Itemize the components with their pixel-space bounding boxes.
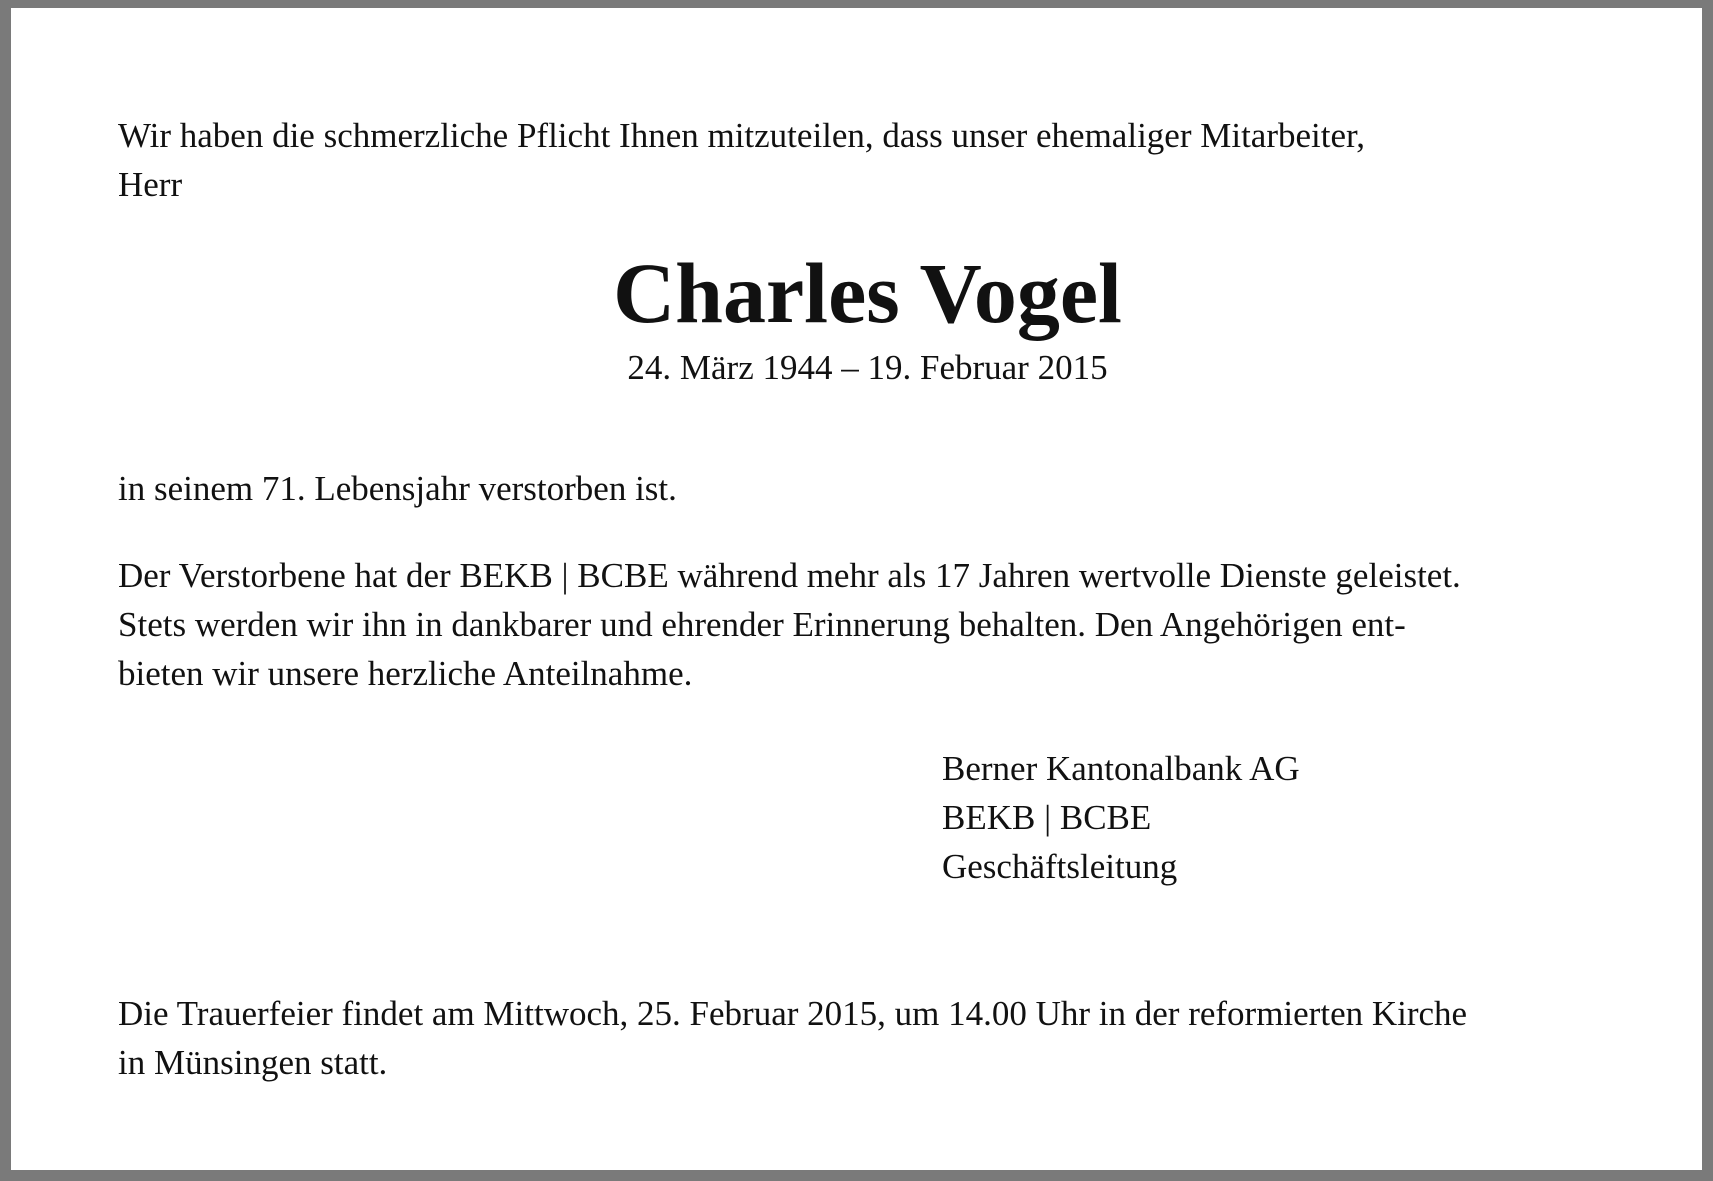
service-line: Die Trauerfeier findet am Mittwoch, 25. Februar 2015, um 14.00 Uhr in der reformierten Kirche (118, 994, 1468, 1033)
age-line: in seinem 71. Lebensjahr verstorben ist. (118, 469, 677, 508)
signature-line: Geschäftsleitung (942, 847, 1178, 886)
deceased-name: Charles Vogel (613, 245, 1122, 341)
signature-line: BEKB | BCBE (942, 798, 1152, 837)
intro-line: Wir haben die schmerzliche Pflicht Ihnen mitzuteilen, dass unser ehemaliger Mitarbeiter, (118, 116, 1366, 155)
tribute-line: bieten wir unsere herzliche Anteilnahme. (118, 654, 693, 693)
service-line: in Münsingen statt. (118, 1043, 388, 1082)
tribute-line: Stets werden wir ihn in dankbarer und ehrender Erinnerung behalten. Den Angehörigen ent- (118, 605, 1406, 644)
tribute-paragraph (118, 551, 1461, 698)
service-paragraph (118, 989, 1467, 1087)
signature-block (942, 744, 1300, 891)
intro-paragraph (118, 111, 1365, 209)
intro-line: Herr (118, 165, 183, 204)
tribute-line: Der Verstorbene hat der BEKB | BCBE während mehr als 17 Jahren wertvolle Dienste geleistet. (118, 556, 1461, 595)
signature-line: Berner Kantonalbank AG (942, 749, 1300, 788)
life-dates: 24. März 1944 – 19. Februar 2015 (627, 348, 1108, 387)
